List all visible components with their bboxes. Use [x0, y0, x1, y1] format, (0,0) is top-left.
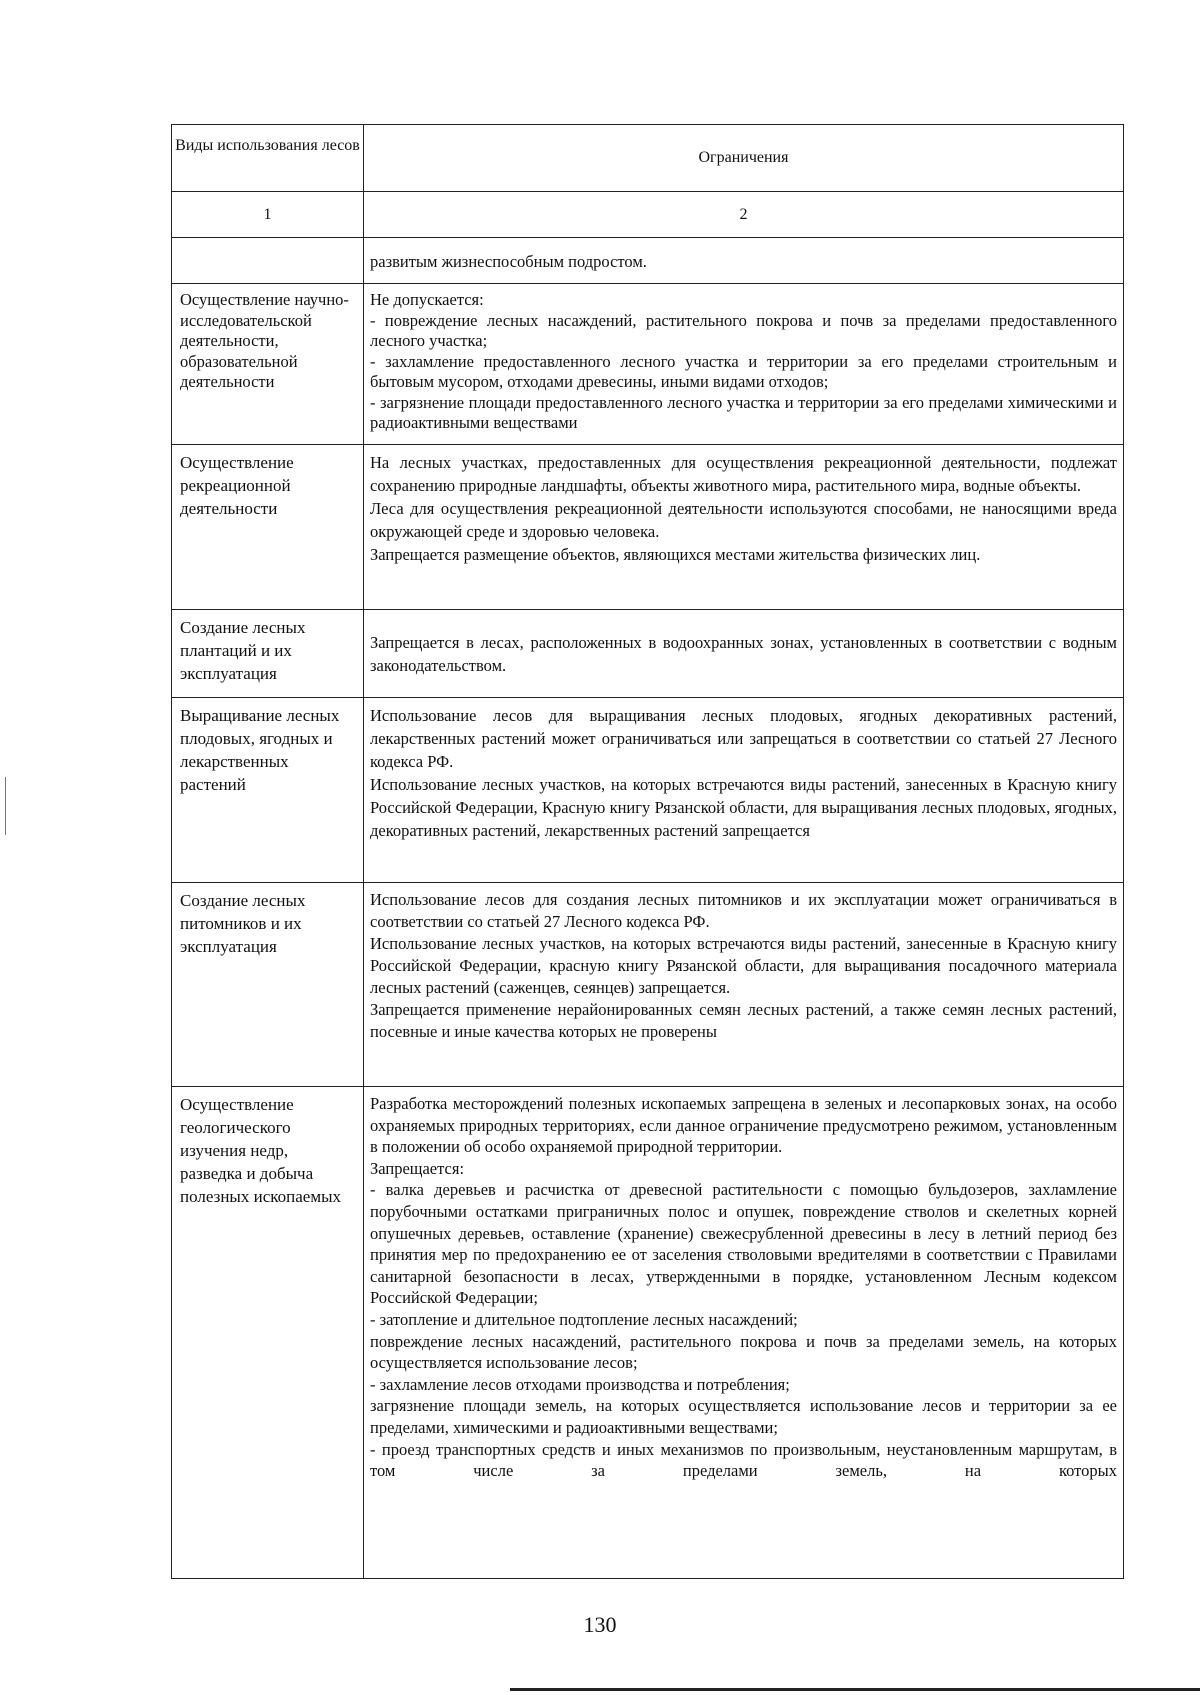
page-number: 130	[583, 1612, 617, 1637]
restriction-paragraph: Использование лесов для создания лесных питомников и их эксплуатации может ограничиваться в соответствии со статьей 27 Лесного кодекса РФ.	[370, 890, 1117, 931]
restriction-paragraph: - затопление и длительное подтопление лесных насаждений;	[370, 1309, 798, 1329]
restriction-paragraph: Разработка месторождений полезных ископаемых запрещена в зеленых и лесопарковых зонах, на особо охраняемых природных территориях, если данное ограничение предусмотрено режимом, установленным в положении об особо охраняемой природной территории.	[370, 1094, 1117, 1157]
row-kind-cell	[172, 238, 364, 284]
table-header-row	[172, 125, 1124, 192]
table-row	[172, 445, 1124, 610]
row-restrictions-cell	[364, 610, 1124, 698]
table-row	[172, 1087, 1124, 1579]
restriction-paragraph: повреждение лесных насаждений, растительного покрова и почв за пределами земель, на которых осуществляется использование лесов;	[370, 1331, 1117, 1373]
restriction-paragraph: - повреждение лесных насаждений, растительного покрова и почв за пределами предоставленного лесного участка;	[370, 310, 1117, 350]
restriction-paragraph: Леса для осуществления рекреационной деятельности используются способами, не наносящими вреда окружающей среде и здоровью человека.	[370, 499, 1117, 541]
header-cell-kinds	[172, 125, 364, 192]
restriction-paragraph: Запрещается применение нерайонированных семян лесных растений, а также семян лесных растений, посевные и иные качества которых не проверены	[370, 1000, 1117, 1041]
restriction-paragraph: загрязнение площади земель, на которых осуществляется использование лесов и территории за ее пределами, химическими и радиоактивными веществами;	[370, 1396, 1117, 1437]
kind-text: Осуществление геологического изучения недр, разведка и добыча полезных ископаемых	[180, 1095, 342, 1206]
restriction-paragraph: Не допускается:	[370, 290, 484, 309]
restriction-paragraph: Запрещается:	[370, 1158, 465, 1178]
kind-text: Осуществление рекреационной деятельности	[180, 453, 294, 518]
table-number-row	[172, 192, 1124, 238]
kind-text: Создание лесных плантаций и их эксплуатация	[180, 618, 306, 683]
restriction-paragraph: Использование лесов для выращивания лесных плодовых, ягодных декоративных растений, лекарственных растений может ограничиваться или запрещаться в соответствии со статьей 27 Лесного кодекса РФ.	[370, 706, 1117, 771]
row-restrictions-cell	[364, 883, 1124, 1087]
row-restrictions-cell	[364, 1087, 1124, 1579]
row-restrictions-cell	[364, 445, 1124, 610]
header-restrictions-text: Ограничения	[698, 149, 789, 166]
row-kind-cell	[172, 445, 364, 610]
row-kind-cell	[172, 883, 364, 1087]
restriction-paragraph: - валка деревьев и расчистка от древесной растительности с помощью бульдозеров, захламление порубочными остатками приграничных полос и опушек, повреждение стволов и скелетных корней опушечных деревьев, оставление (хранение) свежесрубленной древесины в лесу в летний период без принятия мер по предохранению ее от заселения стволовыми вредителями в соответствии с Правилами санитарной безопасности в лесах, утвержденными в порядке, установленном Лесным кодексом Российской Федерации;	[370, 1180, 1117, 1308]
scan-bottom-edge-line	[510, 1688, 1200, 1691]
restrictions-table	[171, 124, 1124, 1579]
row-restrictions-cell	[364, 698, 1124, 883]
table-row	[172, 610, 1124, 698]
restriction-paragraph: развитым жизнеспособным подростом.	[370, 252, 647, 271]
row-restrictions-cell	[364, 238, 1124, 284]
restriction-paragraph: Использование лесных участков, на которых встречаются виды растений, занесенных в Красную книгу Российской Федерации, Красную книгу Рязанской области, для выращивания лесных плодовых, ягодных, декоративных растений, лекарственных растений запрещается	[370, 775, 1117, 840]
kind-text: Выращивание лесных плодовых, ягодных и лекарственных растений	[180, 706, 340, 794]
restriction-paragraph: На лесных участках, предоставленных для осуществления рекреационной деятельности, подлежат сохранению природные ландшафты, объекты животного мира, растительного мира, водные объекты.	[370, 453, 1117, 495]
table-row	[172, 883, 1124, 1087]
row-restrictions-cell	[364, 284, 1124, 445]
table-row	[172, 238, 1124, 284]
header-kinds-text: Виды использования лесов	[175, 137, 360, 154]
column-number-1: 1	[172, 192, 364, 238]
restriction-paragraph: Запрещается размещение объектов, являющихся местами жительства физических лиц.	[370, 545, 981, 564]
restriction-paragraph: - загрязнение площади предоставленного лесного участка и территории за его пределами химическими и радиоактивными веществами	[370, 392, 1117, 432]
kind-text: Создание лесных питомников и их эксплуатация	[180, 891, 306, 956]
restriction-paragraph: Использование лесных участков, на которых встречаются виды растений, занесенные в Красную книгу Российской Федерации, красную книгу Рязанской области, для выращивания посадочного материала лесных растений (саженцев, сеянцев) запрещается.	[370, 934, 1117, 997]
table-row	[172, 284, 1124, 445]
row-kind-cell	[172, 610, 364, 698]
row-kind-cell	[172, 284, 364, 445]
row-kind-cell	[172, 1087, 364, 1579]
kind-text: Осуществление научно-исследовательской деятельности, образовательной деятельности	[180, 290, 349, 391]
restriction-paragraph: - проезд транспортных средств и иных механизмов по произвольным, неустановленным маршрутам, в том числе за пределами земель, на которых	[370, 1439, 1117, 1481]
header-cell-restrictions	[364, 125, 1124, 192]
column-number-2: 2	[364, 192, 1124, 238]
restriction-paragraph: - захламление предоставленного лесного участка и территории за его пределами строительным и бытовым мусором, отходами древесины, иными видами отходов;	[370, 351, 1117, 391]
scan-margin-mark	[5, 777, 6, 835]
table-row	[172, 698, 1124, 883]
row-kind-cell	[172, 698, 364, 883]
restriction-paragraph: Запрещается в лесах, расположенных в водоохранных зонах, установленных в соответствии с водным законодательством.	[370, 632, 1117, 675]
restriction-paragraph: - захламление лесов отходами производства и потребления;	[370, 1374, 790, 1394]
